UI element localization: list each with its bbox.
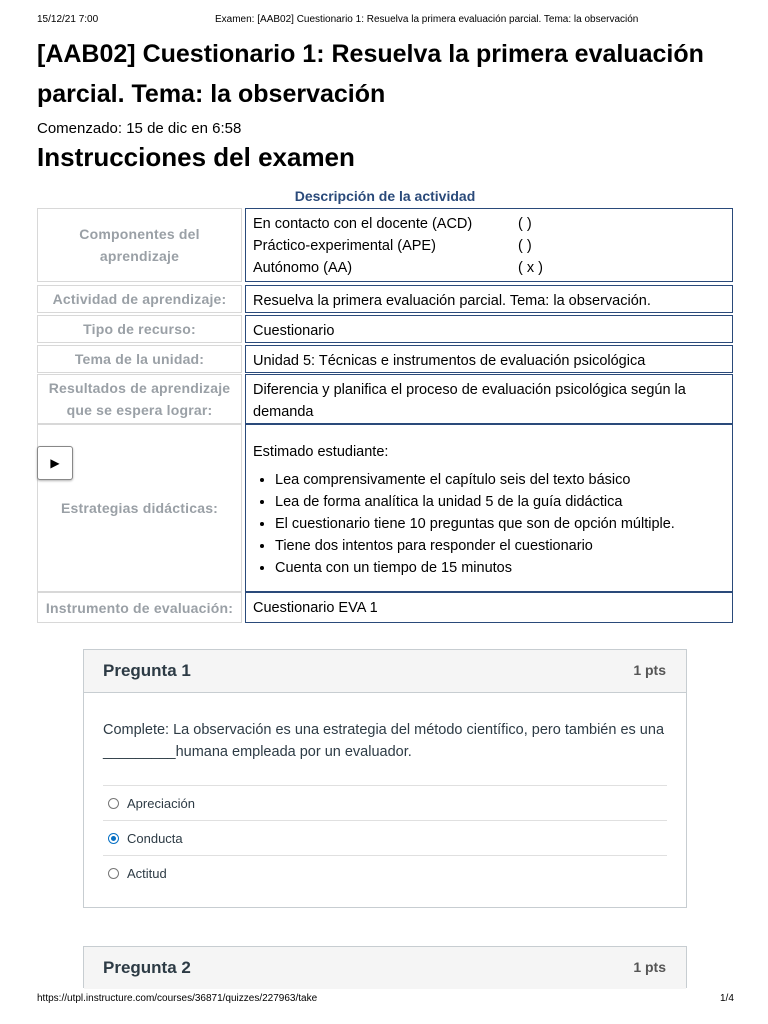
play-icon: ▶ <box>50 456 60 470</box>
question-2 <box>83 946 687 988</box>
started-timestamp: Comenzado: 15 de dic en 6:58 <box>37 120 242 137</box>
question-title: Pregunta 1 <box>103 661 191 680</box>
component-name: Práctico-experimental (APE) <box>253 238 436 254</box>
component-name: Autónomo (AA) <box>253 260 353 276</box>
answer-list <box>103 785 667 890</box>
answer-option-actitud[interactable] <box>103 855 667 890</box>
instrument-row <box>37 592 733 623</box>
resource-label: Tipo de recurso: <box>37 315 242 343</box>
question-header <box>84 650 686 693</box>
activity-label: Actividad de aprendizaje: <box>37 285 242 313</box>
print-url: https://utpl.instructure.com/courses/36871/quizzes/227963/take <box>37 993 318 1004</box>
question-title: Pregunta 2 <box>103 958 191 977</box>
radio-unchecked-icon[interactable] <box>108 868 119 879</box>
instrument-label: Instrumento de evaluación: <box>37 592 242 623</box>
component-ape <box>253 235 725 257</box>
list-item: • Lea comprensivamente el capítulo seis del texto básico <box>275 469 725 491</box>
components-label: Componentes del aprendizaje <box>37 208 242 282</box>
component-acd <box>253 213 725 235</box>
list-item: • El cuestionario tiene 10 preguntas que son de opción múltiple. <box>275 513 725 535</box>
question-header <box>84 947 686 989</box>
component-name: En contacto con el docente (ACD) <box>253 216 473 232</box>
answer-option-conducta[interactable] <box>103 820 667 855</box>
quiz-title: [AAB02] Cuestionario 1: Resuelva la primera evaluación parcial. Tema: la observación <box>37 40 704 108</box>
print-header <box>0 14 768 28</box>
question-points: 1 pts <box>633 662 666 678</box>
unit-label: Tema de la unidad: <box>37 345 242 373</box>
play-button[interactable] <box>37 446 73 480</box>
activity-value: Resuelva la primera evaluación parcial. Tema: la observación. <box>245 285 733 313</box>
instrument-value: Cuestionario EVA 1 <box>245 592 733 623</box>
print-datetime: 15/12/21 7:00 <box>37 14 99 25</box>
results-value: Diferencia y planifica el proceso de evaluación psicológica según la demanda <box>245 374 733 424</box>
radio-checked-icon[interactable] <box>108 833 119 844</box>
component-mark: ( ) <box>518 238 532 254</box>
question-points: 1 pts <box>633 959 666 975</box>
strategies-cell <box>245 424 733 592</box>
activity-row <box>37 285 733 313</box>
print-page-number: 1/4 <box>720 993 734 1004</box>
strategies-label: Estrategias didácticas: <box>37 424 242 592</box>
resource-value: Cuestionario <box>245 315 733 343</box>
instructions-heading: Instrucciones del examen <box>37 142 355 172</box>
components-row <box>37 208 733 282</box>
strategies-intro: Estimado estudiante: <box>253 444 389 460</box>
question-1 <box>83 649 687 908</box>
resource-row <box>37 315 733 343</box>
unit-value: Unidad 5: Técnicas e instrumentos de evaluación psicológica <box>245 345 733 373</box>
list-item: • Lea de forma analítica la unidad 5 de la guía didáctica <box>275 491 725 513</box>
component-aa <box>253 257 725 279</box>
strategies-row <box>37 424 733 592</box>
unit-row <box>37 345 733 373</box>
answer-label: Apreciación <box>127 795 195 811</box>
component-mark: ( ) <box>518 216 532 232</box>
print-page-title: Examen: [AAB02] Cuestionario 1: Resuelva la primera evaluación parcial. Tema: la observación <box>215 14 639 25</box>
list-item: • Cuenta con un tiempo de 15 minutos <box>275 557 725 579</box>
activity-caption: Descripción de la actividad <box>294 188 476 204</box>
list-item: • Tiene dos intentos para responder el cuestionario <box>275 535 725 557</box>
components-cell <box>245 208 733 282</box>
answer-label: Conducta <box>127 830 183 846</box>
results-row <box>37 374 733 424</box>
strategies-list <box>253 469 725 579</box>
results-label: Resultados de aprendizaje que se espera lograr: <box>37 374 242 424</box>
question-text: Complete: La observación es una estrategia del método científico, pero también es una _________humana empleada por un evaluador. <box>103 722 665 760</box>
answer-option-apreciacion[interactable] <box>103 785 667 820</box>
component-mark: ( x ) <box>518 260 543 276</box>
answer-label: Actitud <box>127 865 167 881</box>
radio-unchecked-icon[interactable] <box>108 798 119 809</box>
